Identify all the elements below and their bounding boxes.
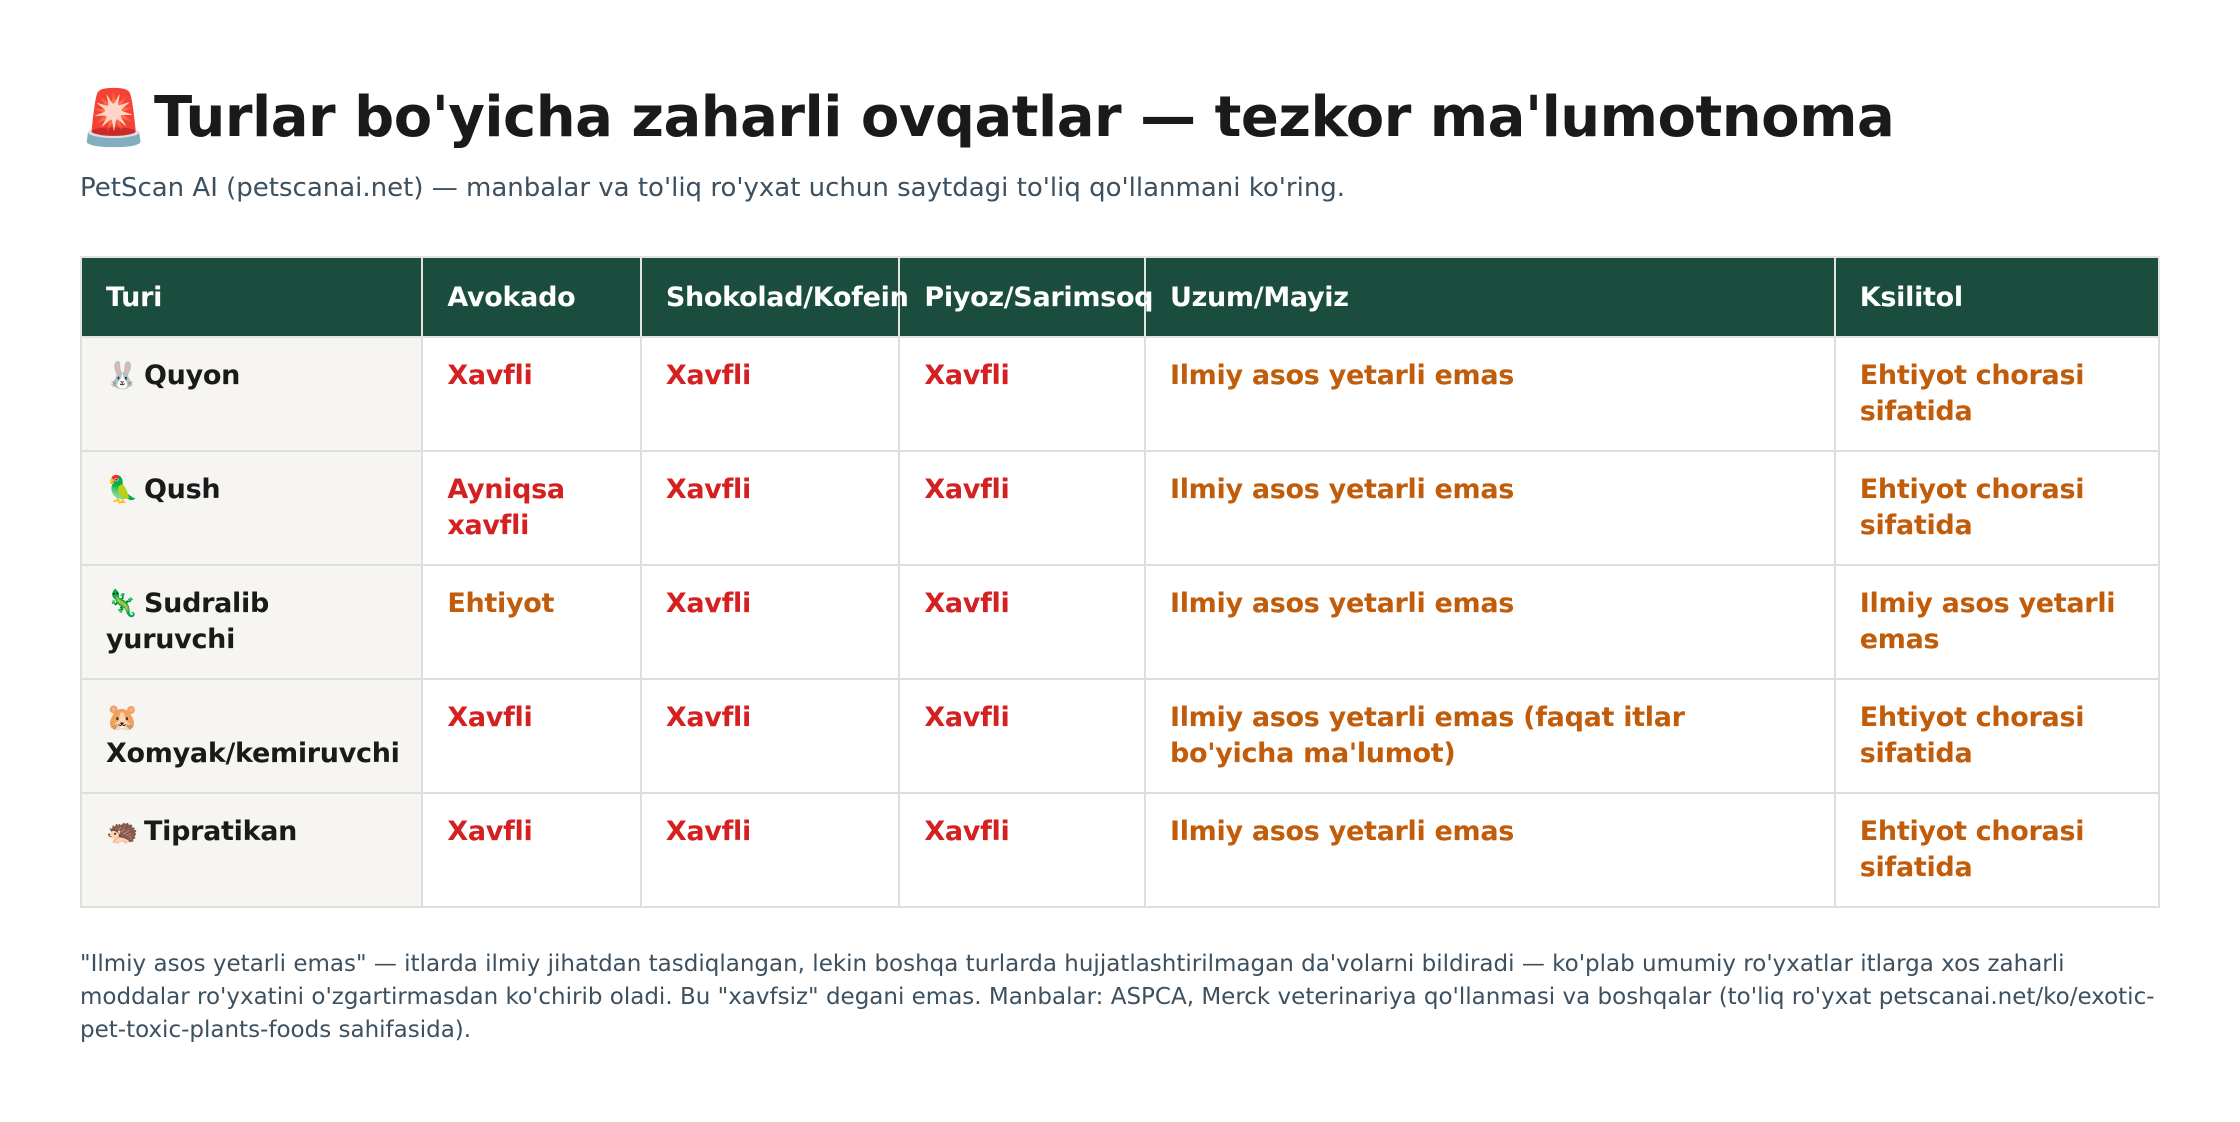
toxicity-value: Ehtiyot	[447, 588, 555, 619]
toxicity-value: Ehtiyot chorasi sifatida	[1859, 360, 2085, 427]
toxicity-cell	[422, 679, 641, 793]
toxicity-value: Xavfli	[924, 702, 1010, 733]
toxicity-value: Ilmiy asos yetarli emas	[1169, 360, 1515, 391]
species-cell	[81, 337, 422, 451]
toxicity-cell	[899, 565, 1145, 679]
table-row	[81, 565, 2159, 679]
toxicity-cell	[422, 793, 641, 907]
toxicity-cell	[899, 793, 1145, 907]
species-name: Xomyak/kemiruvchi	[106, 738, 400, 769]
toxicity-cell	[641, 565, 900, 679]
toxicity-cell	[422, 451, 641, 565]
footnote: "Ilmiy asos yetarli emas" — itlarda ilmiy jihatdan tasdiqlangan, lekin boshqa turlarda hujjatlashtirilmagan da'volarni bildiradi — ko'plab umumiy ro'yxatlar itlarga xos zaharli moddalar ro'yxatini o'zgartirmasdan ko'chirib oladi. Bu "xavfsiz" degani emas. Manbalar: ASPCA, Merck veterinariya qo'llanmasi va boshqalar (to'liq ro'yxat petscanai.net/ko/exotic-pet-toxic-plants-foods sahifasida).	[80, 951, 2155, 1043]
toxicity-cell	[1145, 337, 1835, 451]
species-cell	[81, 565, 422, 679]
parrot-icon: 🦜	[106, 475, 139, 505]
toxicity-value: Xavfli	[665, 816, 751, 847]
toxicity-value: Xavfli	[665, 588, 751, 619]
toxicity-value: Ilmiy asos yetarli emas (faqat itlar bo'yicha ma'lumot)	[1169, 702, 1685, 769]
toxicity-value: Xavfli	[924, 816, 1010, 847]
toxicity-cell	[899, 679, 1145, 793]
table-row	[81, 451, 2159, 565]
lizard-icon: 🦎	[106, 589, 139, 619]
toxicity-value: Ilmiy asos yetarli emas	[1169, 816, 1515, 847]
toxicity-cell	[641, 793, 900, 907]
toxicity-value: Xavfli	[447, 816, 533, 847]
toxicity-value: Ehtiyot chorasi sifatida	[1859, 816, 2085, 883]
toxicity-cell	[641, 679, 900, 793]
table-header-row	[81, 257, 2159, 337]
column-header: Turi	[81, 257, 422, 337]
toxicity-value: Xavfli	[665, 360, 751, 391]
species-name: Tipratikan	[144, 816, 298, 847]
toxicity-value: Xavfli	[447, 360, 533, 391]
toxicity-cell	[1145, 793, 1835, 907]
toxicity-value: Xavfli	[924, 360, 1010, 391]
rabbit-icon: 🐰	[106, 361, 139, 391]
species-name: Sudralib yuruvchi	[106, 588, 269, 655]
toxicity-value: Xavfli	[924, 588, 1010, 619]
toxicity-cell	[1145, 679, 1835, 793]
species-name: Qush	[144, 474, 221, 505]
toxicity-value: Xavfli	[447, 702, 533, 733]
hedgehog-icon: 🦔	[106, 817, 139, 847]
toxicity-cell	[1145, 451, 1835, 565]
toxicity-cell	[1835, 451, 2159, 565]
column-header: Piyoz/Sarimsoq	[899, 257, 1145, 337]
hamster-icon: 🐹	[106, 703, 139, 733]
toxicity-value: Xavfli	[665, 474, 751, 505]
toxicity-cell	[422, 337, 641, 451]
page-title	[80, 80, 2160, 156]
species-cell	[81, 679, 422, 793]
toxicity-cell	[1835, 565, 2159, 679]
toxicity-cell	[1835, 679, 2159, 793]
species-cell	[81, 793, 422, 907]
toxicity-value: Ayniqsa xavfli	[447, 474, 565, 541]
toxicity-cell	[1835, 793, 2159, 907]
toxicity-cell	[1145, 565, 1835, 679]
toxicity-cell	[1835, 337, 2159, 451]
table-row	[81, 679, 2159, 793]
toxicity-value: Xavfli	[665, 702, 751, 733]
toxicity-cell	[641, 451, 900, 565]
toxicity-cell	[899, 337, 1145, 451]
toxicity-value: Ilmiy asos yetarli emas	[1169, 474, 1515, 505]
column-header: Uzum/Mayiz	[1145, 257, 1835, 337]
table-row	[81, 793, 2159, 907]
column-header: Shokolad/Kofein	[641, 257, 900, 337]
toxicity-cell	[899, 451, 1145, 565]
column-header: Ksilitol	[1835, 257, 2159, 337]
species-cell	[81, 451, 422, 565]
column-header: Avokado	[422, 257, 641, 337]
species-name: Quyon	[144, 360, 241, 391]
reference-page	[80, 80, 2160, 1047]
toxicity-value: Ehtiyot chorasi sifatida	[1859, 474, 2085, 541]
page-subtitle: PetScan AI (petscanai.net) — manbalar va to'liq ro'yxat uchun saytdagi to'liq qo'llanmani ko'ring.	[80, 173, 1346, 203]
toxicity-value: Ilmiy asos yetarli emas	[1169, 588, 1515, 619]
toxicity-value: Xavfli	[924, 474, 1010, 505]
toxicity-value: Ilmiy asos yetarli emas	[1859, 588, 2116, 655]
toxicity-cell	[422, 565, 641, 679]
toxic-foods-table	[80, 256, 2160, 908]
page-title-text: Turlar bo'yicha zaharli ovqatlar — tezkor ma'lumotnoma	[154, 85, 1895, 150]
siren-icon: 🚨	[80, 86, 147, 149]
toxicity-value: Ehtiyot chorasi sifatida	[1859, 702, 2085, 769]
table-row	[81, 337, 2159, 451]
toxicity-cell	[641, 337, 900, 451]
